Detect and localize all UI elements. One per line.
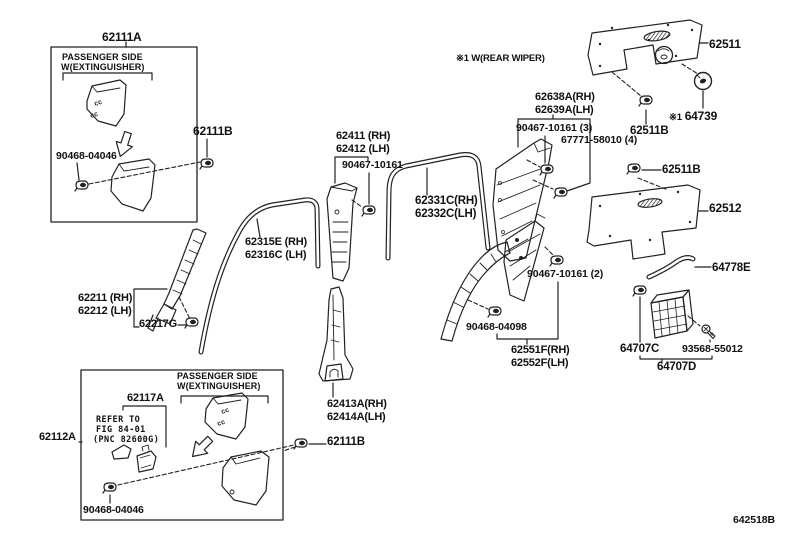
label-62315e-62316c: 62315E (RH) 62316C (LH) bbox=[245, 236, 307, 261]
label-64707c: 64707C bbox=[620, 343, 660, 355]
clip-fastener-icon bbox=[75, 181, 88, 191]
label-62331c-62332c: 62331C(RH) 62332C(LH) bbox=[415, 195, 478, 220]
part-marking: cc bbox=[220, 406, 231, 416]
center-pillar-garnish-upper-art bbox=[327, 157, 375, 281]
center-pillar-garnish-lower-art bbox=[319, 287, 353, 397]
refer-note-line3: (PNC 82600G) bbox=[93, 435, 160, 445]
label-64778e: 64778E bbox=[712, 262, 751, 274]
label-64739: ※1 64739 bbox=[669, 109, 718, 123]
label-90468-04046-bottom: 90468-04046 bbox=[83, 504, 144, 516]
label-62217g: 62217G bbox=[139, 318, 177, 330]
label-62411-62412: 62411 (RH) 62412 (LH) bbox=[336, 130, 391, 155]
clip-fastener-icon bbox=[294, 439, 307, 449]
rear-board-62511-art bbox=[588, 20, 708, 96]
box-top-header-line2: W(EXTINGUISHER) bbox=[61, 62, 145, 72]
label-62551f-62552f: 62551F(RH) 62552F(LH) bbox=[511, 344, 570, 369]
part-marking: cc bbox=[89, 110, 100, 120]
label-62111a: 62111A bbox=[102, 30, 142, 44]
label-90468-04046-top: 90468-04046 bbox=[56, 150, 117, 162]
clip-fastener-icon bbox=[633, 286, 646, 296]
grommet-64739-art bbox=[695, 73, 712, 109]
dash-62511b-b bbox=[638, 178, 668, 190]
label-90468-04098: 90468-04098 bbox=[466, 321, 527, 333]
label-67771-58010-4: 67771-58010 (4) bbox=[561, 134, 638, 146]
clip-fastener-icon bbox=[362, 206, 375, 216]
label-62112a: 62112A bbox=[39, 431, 76, 443]
box-top-header-line1: PASSENGER SIDE bbox=[62, 52, 143, 62]
screw-fastener-icon bbox=[554, 188, 567, 198]
label-62111b-bottom: 62111B bbox=[327, 436, 365, 448]
front-door-weatherstrip-art bbox=[201, 200, 318, 352]
clip-fastener-icon bbox=[185, 318, 198, 328]
label-62413a-62414a: 62413A(RH) 62414A(LH) bbox=[327, 398, 387, 423]
rear-board-62512-art bbox=[587, 185, 708, 259]
label-62511: 62511 bbox=[709, 37, 741, 51]
moulding-64778e-art bbox=[649, 258, 711, 277]
clip-fastener-icon bbox=[639, 96, 652, 106]
clip-fastener-icon bbox=[200, 159, 213, 169]
down-left-arrow-icon bbox=[187, 433, 217, 463]
label-64707d: 64707D bbox=[657, 361, 697, 373]
note-rear-wiper: ※1 W(REAR WIPER) bbox=[456, 53, 545, 64]
part-marking: cc bbox=[216, 418, 227, 428]
box-bottom-header-line2: W(EXTINGUISHER) bbox=[177, 381, 261, 391]
label-62511b-b: 62511B bbox=[662, 164, 701, 176]
clip-fastener-icon bbox=[627, 164, 640, 174]
label-90467-10161-3: 90467-10161 (3) bbox=[516, 122, 593, 134]
refer-note-line2: FIG 84-01 bbox=[96, 425, 146, 435]
label-62511b-a: 62511B bbox=[630, 125, 669, 137]
diagram-code: 642518B bbox=[733, 514, 775, 526]
refer-note-line1: REFER TO bbox=[96, 415, 141, 425]
clip-fastener-icon bbox=[540, 165, 553, 175]
label-62211-62212: 62211 (RH) 62212 (LH) bbox=[78, 292, 133, 317]
label-62117a: 62117A bbox=[127, 392, 164, 404]
box-bottom-header-line1: PASSENGER SIDE bbox=[177, 371, 258, 381]
clip-fastener-icon bbox=[488, 307, 501, 317]
clip-fastener-icon bbox=[550, 256, 563, 266]
label-62512: 62512 bbox=[709, 201, 742, 215]
screw-icon bbox=[702, 325, 715, 339]
label-93568-55012: 93568-55012 bbox=[682, 343, 743, 355]
clip-fastener-icon bbox=[103, 483, 116, 493]
part-marking: cc bbox=[93, 98, 104, 108]
label-90467-10161: 90467-10161 bbox=[342, 159, 403, 171]
label-62111b-top: 62111B bbox=[193, 124, 233, 138]
label-90467-10161-2: 90467-10161 (2) bbox=[527, 268, 604, 280]
front-pillar-garnish-art bbox=[134, 229, 206, 331]
label-62638a-62639a: 62638A(RH) 62639A(LH) bbox=[535, 91, 595, 116]
